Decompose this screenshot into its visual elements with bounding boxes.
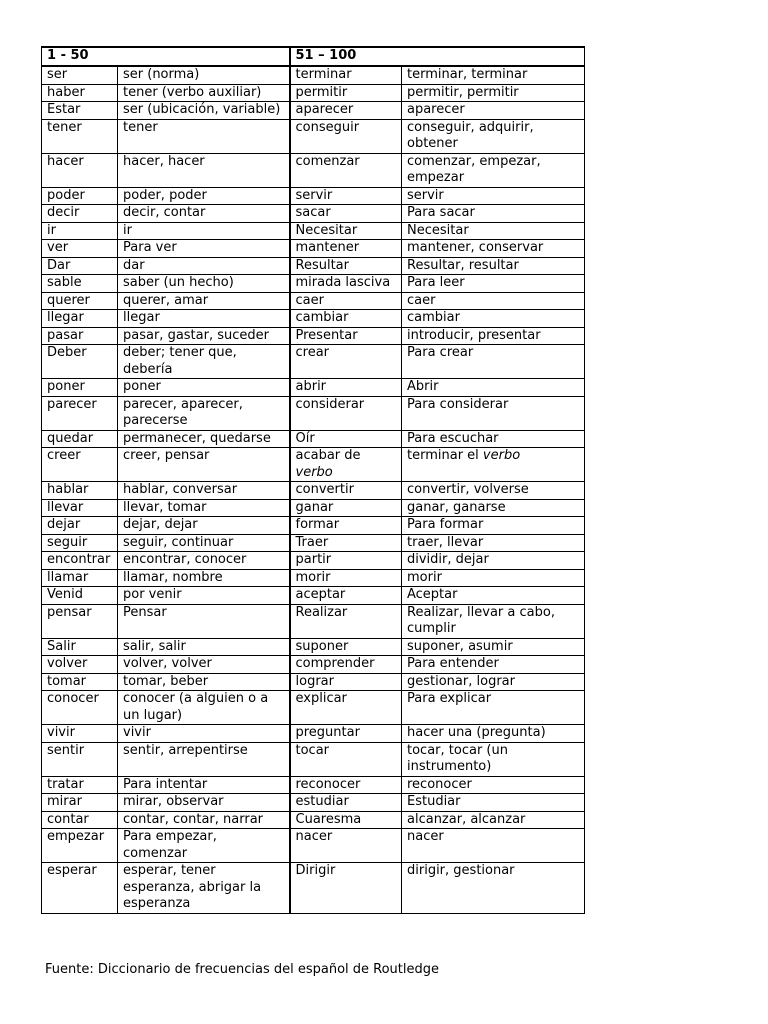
meaning-1-50: permanecer, quedarse [118, 430, 290, 448]
table-row [42, 292, 585, 310]
spanish-verb-51-100: aceptar [290, 587, 402, 605]
table-row [42, 638, 585, 656]
spanish-verb-1-50: creer [42, 448, 118, 482]
spanish-verb-1-50: poder [42, 187, 118, 205]
table-row [42, 430, 585, 448]
spanish-verb-1-50: llevar [42, 499, 118, 517]
meaning-1-50: conocer (a alguien o a un lugar) [118, 691, 290, 725]
spanish-verb-51-100: morir [290, 569, 402, 587]
meaning-51-100: dirigir, gestionar [402, 863, 585, 914]
meaning-1-50: querer, amar [118, 292, 290, 310]
table-row [42, 310, 585, 328]
meaning-51-100: Aceptar [402, 587, 585, 605]
spanish-verb-1-50: volver [42, 656, 118, 674]
table-row [42, 794, 585, 812]
meaning-1-50: volver, volver [118, 656, 290, 674]
spanish-verb-51-100: Presentar [290, 327, 402, 345]
spanish-verb-1-50: dejar [42, 517, 118, 535]
spanish-verb-51-100: reconocer [290, 776, 402, 794]
spanish-verb-51-100: convertir [290, 482, 402, 500]
spanish-verb-51-100: Resultar [290, 257, 402, 275]
table-row [42, 552, 585, 570]
meaning-51-100: Para sacar [402, 205, 585, 223]
meaning-51-100: suponer, asumir [402, 638, 585, 656]
meaning-1-50: Para empezar, comenzar [118, 829, 290, 863]
meaning-51-100: Para entender [402, 656, 585, 674]
spanish-verb-1-50: Venid [42, 587, 118, 605]
spanish-verb-51-100: lograr [290, 673, 402, 691]
spanish-verb-1-50: ser [42, 66, 118, 84]
meaning-51-100: tocar, tocar (un instrumento) [402, 742, 585, 776]
spanish-verb-51-100: preguntar [290, 725, 402, 743]
table-row [42, 742, 585, 776]
table-row [42, 656, 585, 674]
spanish-verb-1-50: pasar [42, 327, 118, 345]
meaning-1-50: saber (un hecho) [118, 275, 290, 293]
meaning-51-100: Para leer [402, 275, 585, 293]
table-row [42, 205, 585, 223]
table-row [42, 499, 585, 517]
table-row [42, 569, 585, 587]
table-row [42, 691, 585, 725]
table-row [42, 482, 585, 500]
table-row [42, 776, 585, 794]
spanish-verb-51-100: permitir [290, 84, 402, 102]
meaning-51-100: Para crear [402, 345, 585, 379]
meaning-1-50: llevar, tomar [118, 499, 290, 517]
meaning-51-100: Abrir [402, 379, 585, 397]
table-row [42, 240, 585, 258]
spanish-verb-1-50: hacer [42, 153, 118, 187]
spanish-verb-1-50: quedar [42, 430, 118, 448]
spanish-verb-51-100: conseguir [290, 119, 402, 153]
spanish-verb-1-50: llamar [42, 569, 118, 587]
spanish-verb-1-50: ir [42, 222, 118, 240]
meaning-1-50: encontrar, conocer [118, 552, 290, 570]
meaning-51-100: mantener, conservar [402, 240, 585, 258]
spanish-verb-51-100: Cuaresma [290, 811, 402, 829]
spanish-verb-51-100: crear [290, 345, 402, 379]
meaning-1-50: dar [118, 257, 290, 275]
meaning-51-100: introducir, presentar [402, 327, 585, 345]
table-row [42, 396, 585, 430]
table-row [42, 66, 585, 84]
spanish-verb-1-50: poner [42, 379, 118, 397]
meaning-51-100: gestionar, lograr [402, 673, 585, 691]
meaning-1-50: ser (norma) [118, 66, 290, 84]
spanish-verb-51-100: Necesitar [290, 222, 402, 240]
spanish-verb-1-50: esperar [42, 863, 118, 914]
spanish-verb-1-50: tratar [42, 776, 118, 794]
table-row [42, 84, 585, 102]
spanish-verb-51-100: mantener [290, 240, 402, 258]
verb-frequency-table [41, 46, 585, 914]
meaning-51-100: dividir, dejar [402, 552, 585, 570]
meaning-51-100: conseguir, adquirir, obtener [402, 119, 585, 153]
meaning-1-50: hacer, hacer [118, 153, 290, 187]
spanish-verb-51-100: tocar [290, 742, 402, 776]
table-row [42, 119, 585, 153]
table-row [42, 448, 585, 482]
spanish-verb-51-100: servir [290, 187, 402, 205]
header-1-50: 1 - 50 [42, 47, 290, 66]
meaning-51-100: alcanzar, alcanzar [402, 811, 585, 829]
source-note: Fuente: Diccionario de frecuencias del español de Routledge [45, 962, 440, 977]
spanish-verb-1-50: ver [42, 240, 118, 258]
spanish-verb-51-100: Dirigir [290, 863, 402, 914]
meaning-51-100: traer, llevar [402, 534, 585, 552]
meaning-1-50: deber; tener que, debería [118, 345, 290, 379]
meaning-1-50: poder, poder [118, 187, 290, 205]
meaning-1-50: Para intentar [118, 776, 290, 794]
spanish-verb-1-50: tomar [42, 673, 118, 691]
spanish-verb-51-100: explicar [290, 691, 402, 725]
meaning-1-50: seguir, continuar [118, 534, 290, 552]
spanish-verb-1-50: seguir [42, 534, 118, 552]
spanish-verb-51-100: nacer [290, 829, 402, 863]
spanish-verb-1-50: hablar [42, 482, 118, 500]
spanish-verb-1-50: sentir [42, 742, 118, 776]
spanish-verb-51-100: abrir [290, 379, 402, 397]
meaning-1-50: sentir, arrepentirse [118, 742, 290, 776]
table-row [42, 829, 585, 863]
meaning-1-50: ir [118, 222, 290, 240]
spanish-verb-1-50: Deber [42, 345, 118, 379]
meaning-51-100: Realizar, llevar a cabo, cumplir [402, 604, 585, 638]
meaning-1-50: creer, pensar [118, 448, 290, 482]
meaning-1-50: Pensar [118, 604, 290, 638]
spanish-verb-1-50: contar [42, 811, 118, 829]
meaning-51-100: convertir, volverse [402, 482, 585, 500]
spanish-verb-51-100: suponer [290, 638, 402, 656]
meaning-51-100: terminar, terminar [402, 66, 585, 84]
spanish-verb-51-100: caer [290, 292, 402, 310]
spanish-verb-1-50: Salir [42, 638, 118, 656]
meaning-51-100: servir [402, 187, 585, 205]
meaning-1-50: decir, contar [118, 205, 290, 223]
meaning-51-100: morir [402, 569, 585, 587]
spanish-verb-1-50: tener [42, 119, 118, 153]
spanish-verb-51-100: Traer [290, 534, 402, 552]
table-row [42, 345, 585, 379]
spanish-verb-1-50: pensar [42, 604, 118, 638]
meaning-51-100: reconocer [402, 776, 585, 794]
table-row [42, 153, 585, 187]
spanish-verb-51-100: cambiar [290, 310, 402, 328]
meaning-51-100: Para considerar [402, 396, 585, 430]
table-row [42, 863, 585, 914]
spanish-verb-51-100: sacar [290, 205, 402, 223]
spanish-verb-1-50: haber [42, 84, 118, 102]
meaning-1-50: vivir [118, 725, 290, 743]
table-row [42, 379, 585, 397]
spanish-verb-1-50: vivir [42, 725, 118, 743]
meaning-51-100: aparecer [402, 102, 585, 120]
meaning-51-100: ganar, ganarse [402, 499, 585, 517]
meaning-51-100: terminar el verbo [402, 448, 585, 482]
spanish-verb-1-50: decir [42, 205, 118, 223]
spanish-verb-51-100: acabar de verbo [290, 448, 402, 482]
meaning-51-100: Para formar [402, 517, 585, 535]
spanish-verb-1-50: encontrar [42, 552, 118, 570]
meaning-51-100: permitir, permitir [402, 84, 585, 102]
meaning-51-100: Resultar, resultar [402, 257, 585, 275]
table-row [42, 725, 585, 743]
meaning-1-50: salir, salir [118, 638, 290, 656]
meaning-1-50: esperar, tener esperanza, abrigar la esperanza [118, 863, 290, 914]
spanish-verb-51-100: ganar [290, 499, 402, 517]
table-row [42, 187, 585, 205]
spanish-verb-51-100: estudiar [290, 794, 402, 812]
table-row [42, 587, 585, 605]
spanish-verb-1-50: Estar [42, 102, 118, 120]
spanish-verb-51-100: comenzar [290, 153, 402, 187]
spanish-verb-51-100: comprender [290, 656, 402, 674]
verb-placeholder: verbo [295, 464, 333, 480]
meaning-1-50: llamar, nombre [118, 569, 290, 587]
table-row [42, 222, 585, 240]
meaning-51-100: caer [402, 292, 585, 310]
table-row [42, 102, 585, 120]
spanish-verb-51-100: Oír [290, 430, 402, 448]
table-header-row [42, 47, 585, 66]
table-row [42, 517, 585, 535]
table-row [42, 275, 585, 293]
meaning-1-50: contar, contar, narrar [118, 811, 290, 829]
spanish-verb-1-50: llegar [42, 310, 118, 328]
meaning-51-100: cambiar [402, 310, 585, 328]
meaning-1-50: mirar, observar [118, 794, 290, 812]
spanish-verb-51-100: Realizar [290, 604, 402, 638]
spanish-verb-51-100: mirada lasciva [290, 275, 402, 293]
spanish-verb-1-50: conocer [42, 691, 118, 725]
spanish-verb-1-50: empezar [42, 829, 118, 863]
meaning-51-100: comenzar, empezar, empezar [402, 153, 585, 187]
header-51-100: 51 – 100 [290, 47, 585, 66]
spanish-verb-51-100: terminar [290, 66, 402, 84]
spanish-verb-51-100: considerar [290, 396, 402, 430]
verb-placeholder: verbo [482, 448, 521, 463]
meaning-1-50: dejar, dejar [118, 517, 290, 535]
meaning-51-100: Para explicar [402, 691, 585, 725]
meaning-51-100: Necesitar [402, 222, 585, 240]
spanish-verb-51-100: formar [290, 517, 402, 535]
meaning-51-100: hacer una (pregunta) [402, 725, 585, 743]
table-row [42, 257, 585, 275]
spanish-verb-1-50: Dar [42, 257, 118, 275]
spanish-verb-1-50: querer [42, 292, 118, 310]
meaning-1-50: ser (ubicación, variable) [118, 102, 290, 120]
meaning-1-50: pasar, gastar, suceder [118, 327, 290, 345]
spanish-verb-1-50: sable [42, 275, 118, 293]
meaning-51-100: Estudiar [402, 794, 585, 812]
meaning-1-50: poner [118, 379, 290, 397]
meaning-51-100: Para escuchar [402, 430, 585, 448]
spanish-verb-1-50: parecer [42, 396, 118, 430]
table-row [42, 811, 585, 829]
table-row [42, 327, 585, 345]
table-row [42, 534, 585, 552]
meaning-1-50: hablar, conversar [118, 482, 290, 500]
meaning-51-100: nacer [402, 829, 585, 863]
table-row [42, 604, 585, 638]
table-row [42, 673, 585, 691]
meaning-1-50: por venir [118, 587, 290, 605]
meaning-1-50: tener (verbo auxiliar) [118, 84, 290, 102]
spanish-verb-51-100: aparecer [290, 102, 402, 120]
spanish-verb-51-100: partir [290, 552, 402, 570]
meaning-1-50: Para ver [118, 240, 290, 258]
meaning-1-50: tomar, beber [118, 673, 290, 691]
meaning-1-50: parecer, aparecer, parecerse [118, 396, 290, 430]
meaning-1-50: tener [118, 119, 290, 153]
meaning-1-50: llegar [118, 310, 290, 328]
table-body [42, 66, 585, 913]
spanish-verb-1-50: mirar [42, 794, 118, 812]
